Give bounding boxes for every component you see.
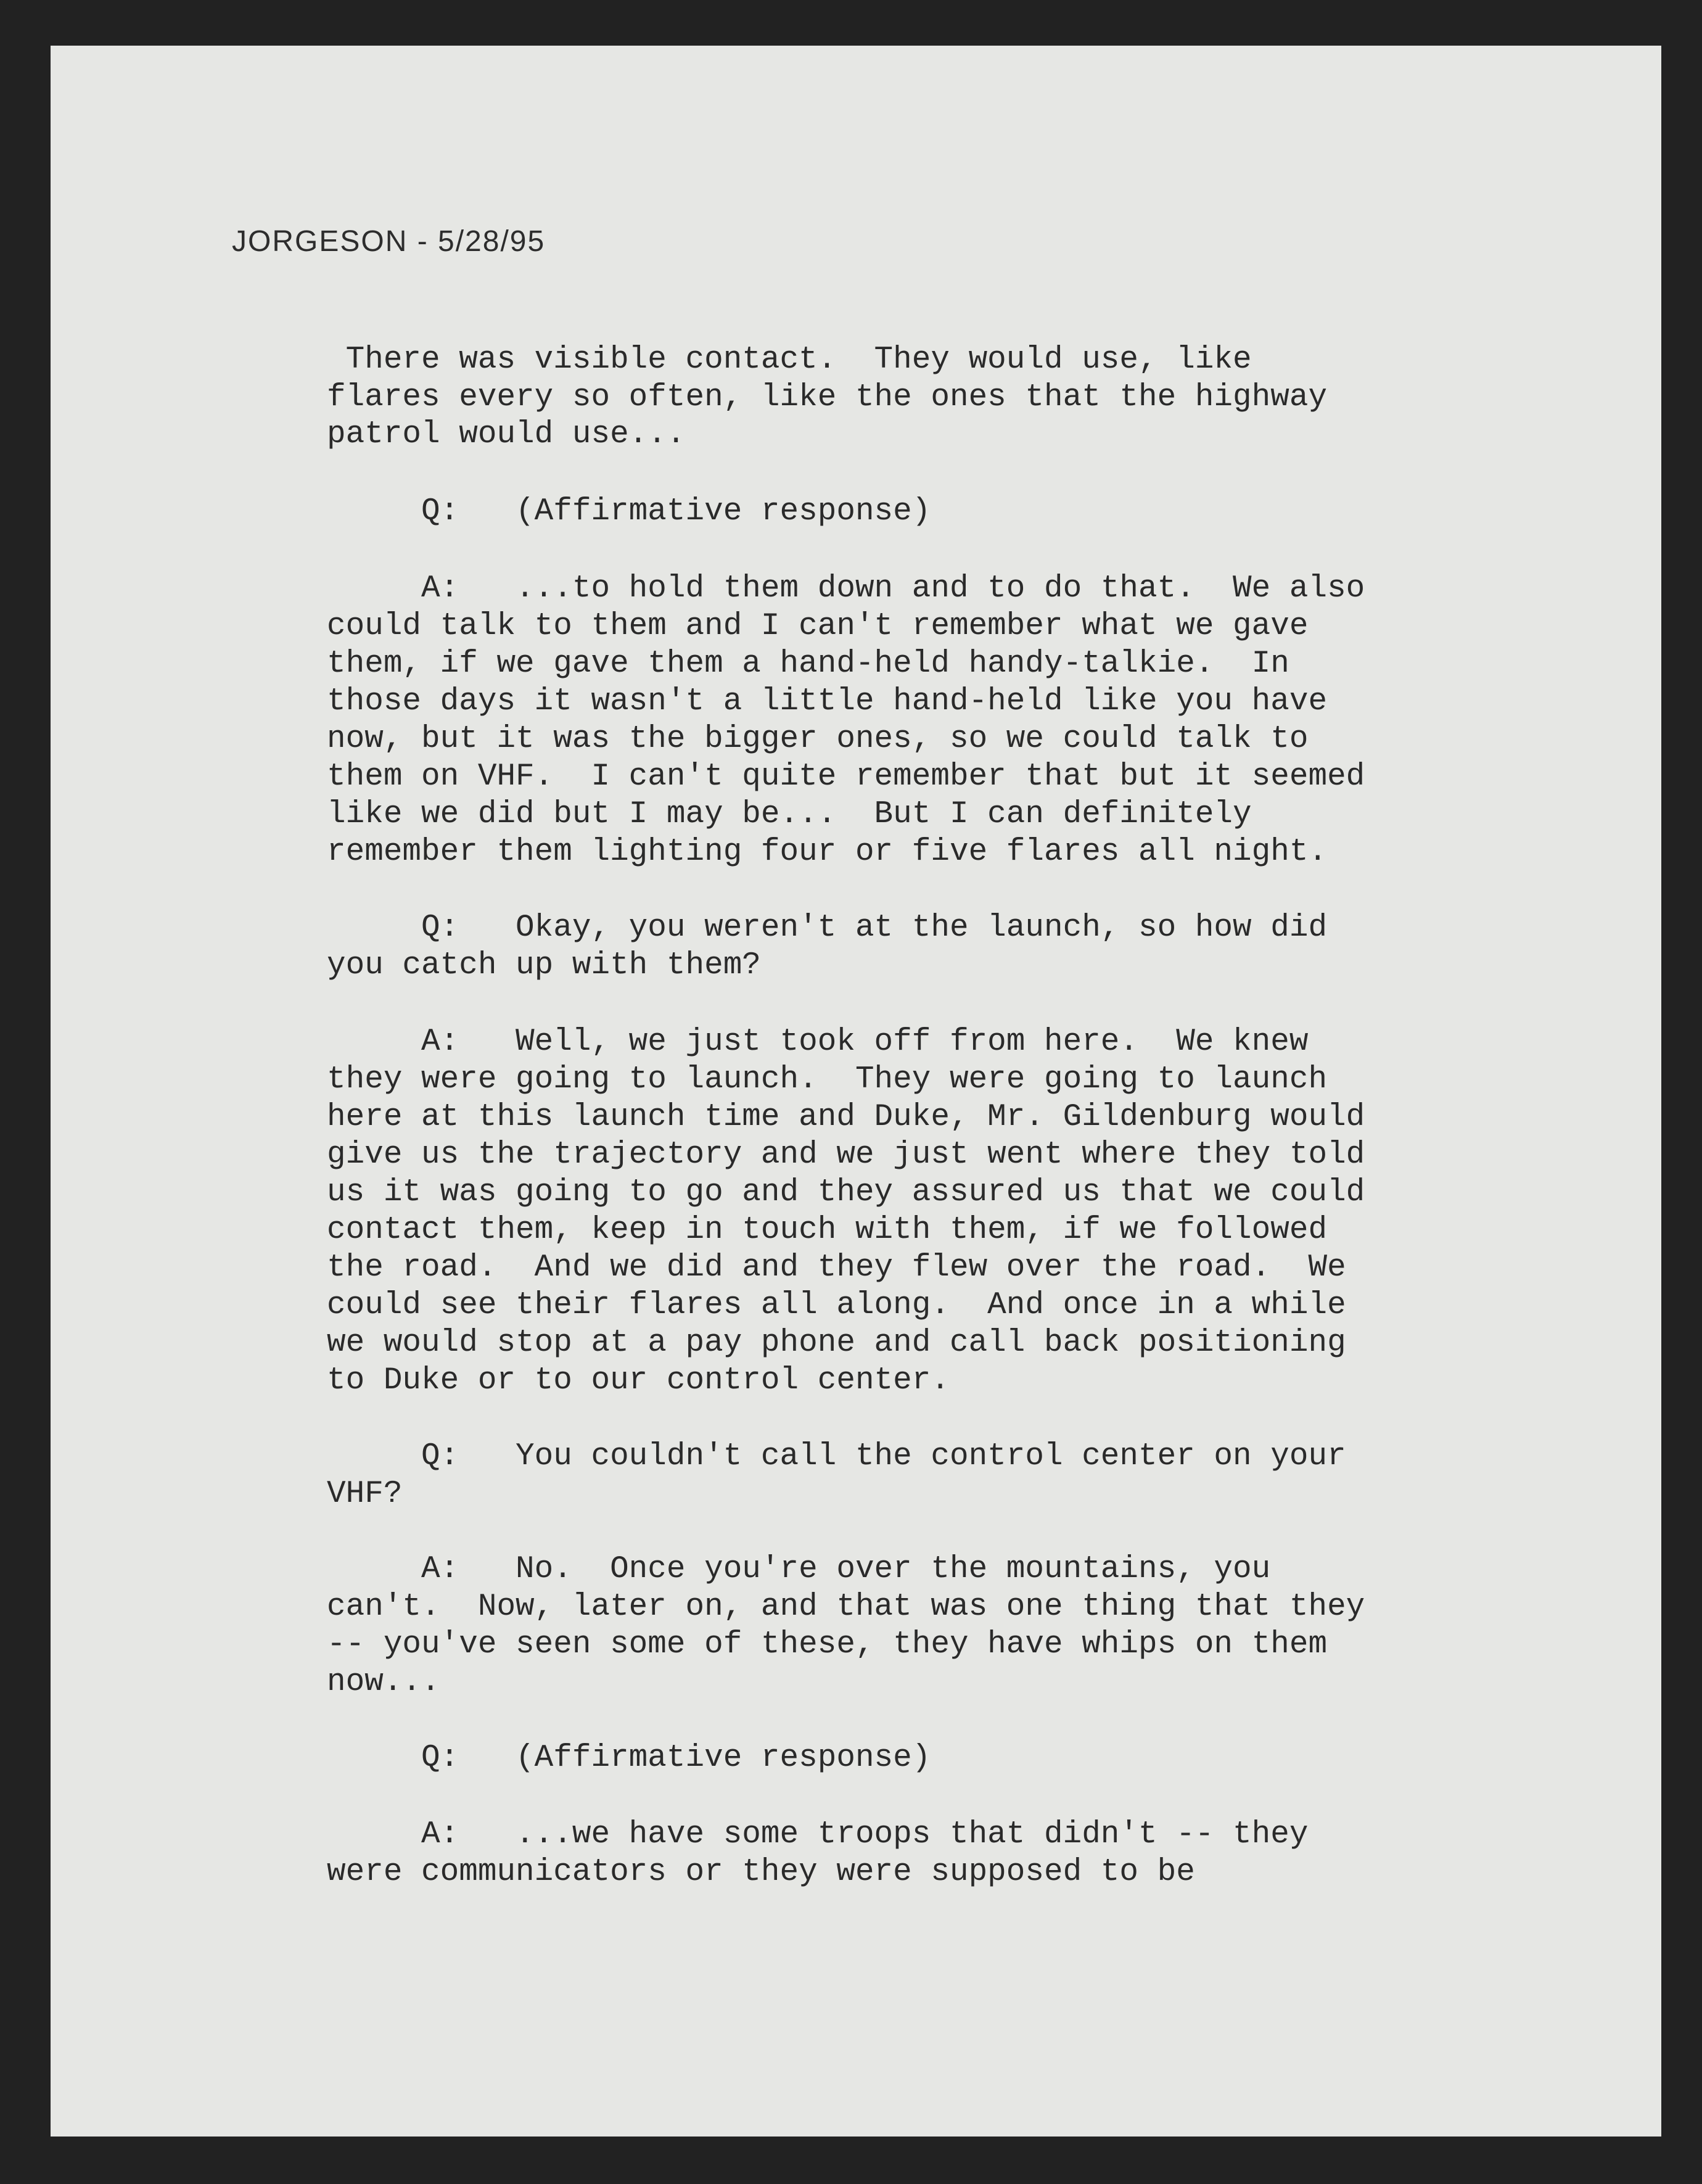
text-line: patrol would use... — [327, 417, 686, 452]
page-header: JORGESON - 5/28/95 — [232, 225, 546, 258]
text-line: Q: (Affirmative response) — [327, 1741, 931, 1776]
text-line: A: No. Once you're over the mountains, you — [327, 1552, 1271, 1587]
text-line: they were going to launch. They were going to launch — [327, 1062, 1328, 1097]
text-line: you catch up with them? — [327, 948, 761, 983]
text-line: give us the trajectory and we just went where they told — [327, 1137, 1365, 1172]
text-line: could talk to them and I can't remember what we gave — [327, 609, 1309, 644]
text-line: can't. Now, later on, and that was one thing that they — [327, 1589, 1365, 1625]
text-line: them, if we gave them a hand-held handy-talkie. In — [327, 646, 1289, 682]
text-line: to Duke or to our control center. — [327, 1363, 950, 1398]
text-line: A: Well, we just took off from here. We knew — [327, 1024, 1309, 1060]
text-line: those days it wasn't a little hand-held like you have — [327, 684, 1328, 719]
text-line: flares every so often, like the ones that the highway — [327, 380, 1328, 415]
text-line: Q: (Affirmative response) — [327, 494, 931, 529]
text-line: -- you've seen some of these, they have whips on them — [327, 1627, 1328, 1662]
text-line: Q: Okay, you weren't at the launch, so how did — [327, 910, 1328, 946]
text-line: like we did but I may be... But I can definitely — [327, 797, 1252, 832]
text-line: remember them lighting four or five flares all night. — [327, 834, 1328, 870]
text-line: A: ...we have some troops that didn't -- they — [327, 1817, 1309, 1852]
text-line: now, but it was the bigger ones, so we could talk to — [327, 722, 1309, 757]
text-line: VHF? — [327, 1477, 403, 1512]
text-line: contact them, keep in touch with them, if we followed — [327, 1213, 1328, 1248]
text-line: the road. And we did and they flew over the road. We — [327, 1250, 1346, 1285]
text-line: us it was going to go and they assured us that we could — [327, 1175, 1365, 1210]
text-line: we would stop at a pay phone and call back positioning — [327, 1325, 1346, 1361]
text-line: now... — [327, 1665, 440, 1700]
text-line: Q: You couldn't call the control center on your — [327, 1439, 1346, 1474]
text-line: There was visible contact. They would use, like — [327, 342, 1252, 377]
text-line: could see their flares all along. And once in a while — [327, 1288, 1346, 1323]
text-line: A: ...to hold them down and to do that. We also — [327, 571, 1365, 606]
text-line: here at this launch time and Duke, Mr. Gildenburg would — [327, 1100, 1365, 1135]
document-page — [51, 46, 1661, 2137]
text-line: them on VHF. I can't quite remember that but it seemed — [327, 759, 1365, 794]
text-line: were communicators or they were supposed to be — [327, 1855, 1195, 1890]
